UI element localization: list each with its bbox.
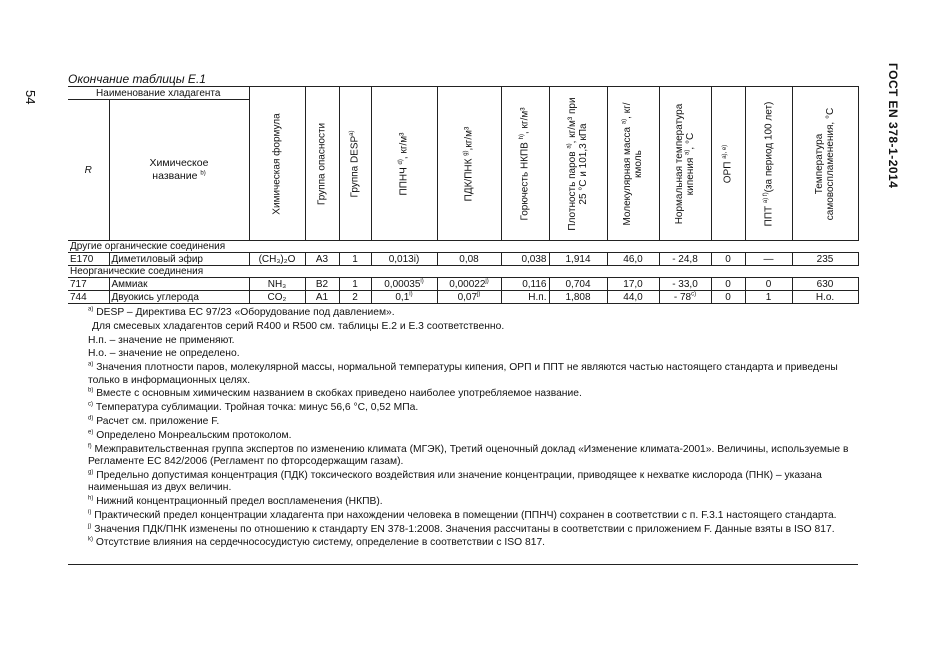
header-gwp-sup: a) f) [762, 191, 769, 203]
header-safety-group-text: Группа опасности [316, 122, 328, 205]
note-sup: a) [88, 361, 94, 368]
header-row-top [68, 87, 858, 100]
cell-r: 717 [68, 278, 109, 291]
cell-desp: 1 [339, 253, 371, 266]
section-title: Другие органические соединения [68, 241, 858, 253]
header-desp-text: Группа DESP [349, 135, 361, 198]
header-chem-name-sup: b) [200, 170, 206, 177]
note-item [68, 470, 854, 495]
header-formula [249, 87, 305, 241]
cell-boil-sup: c) [691, 291, 697, 298]
header-ppnch-unit: , кг/м³ [398, 132, 410, 159]
header-vapor-sup: a) [566, 142, 573, 149]
cell-ppnch-value: 0,00035 [384, 278, 421, 290]
note-sup: j) [88, 523, 92, 530]
note-sup: d) [88, 415, 94, 422]
cell-boil [659, 291, 711, 304]
cell-odp: 0 [711, 291, 745, 304]
page-number: 54 [23, 90, 38, 105]
cell-safety: B2 [305, 278, 339, 291]
cell-boil-value: - 33,0 [672, 278, 698, 290]
header-autoignition [792, 87, 858, 241]
note-sup: c) [88, 401, 93, 408]
note-text: Вместе с основным химическим названием в скобках приведено наиболее употребляемое название. [96, 388, 582, 400]
cell-gwp: 1 [745, 291, 792, 304]
note-text: Практический предел концентрации хладагента при нахождении человека в помещении (ППНЧ) сохранен в соответствии с п. F.3.1 настоящего стандарта. [94, 509, 837, 521]
cell-desp: 1 [339, 278, 371, 291]
note-text: Определено Монреальским протоколом. [96, 429, 292, 441]
header-molar-unit: , кг/кмоль [622, 101, 644, 178]
header-vapor-unit: , кг/м³ при 25 °С и 101,3 кПа [567, 96, 589, 205]
header-pdk-unit: ,кг/м³ [463, 126, 475, 150]
note-text: Предельно допустимая концентрация (ПДК) токсического воздействия или значение концентрации, приводящее к нехватке кислорода (ПНК) – указана наименьшая из двух величин. [88, 469, 822, 494]
cell-ppnch-value: 0,013i) [388, 253, 420, 265]
header-vapor-density [549, 87, 607, 241]
cell-name: Диметиловый эфир [109, 253, 249, 266]
cell-gwp: 0 [745, 278, 792, 291]
note-text: Н.п. – значение не применяют. [88, 334, 235, 346]
table-caption: Окончание таблицы Е.1 [68, 72, 206, 86]
header-molar-mass [607, 87, 659, 241]
cell-odp: 0 [711, 253, 745, 266]
cell-vapor: 1,914 [549, 253, 607, 266]
cell-ppnch [371, 278, 437, 291]
note-item [68, 402, 854, 414]
note-text: Температура сублимации. Тройная точка: минус 56,6 °С, 0,52 МПа. [95, 402, 419, 414]
note-sup: g) [88, 469, 94, 476]
header-ppnch [371, 87, 437, 241]
note-text: Значения ПДК/ПНК изменены по отношению к стандарту EN 378-1:2008. Значения рассчитаны в соответствии с приложением F. Данные взяты в ISO 817. [94, 523, 835, 535]
note-item [68, 416, 854, 428]
header-desp-group [339, 87, 371, 241]
cell-pdk [437, 291, 501, 304]
cell-boil [659, 253, 711, 266]
note-sup: b) [88, 387, 94, 394]
note-item [68, 307, 854, 319]
cell-pdk-sup: j) [485, 278, 489, 285]
table-notes [68, 307, 854, 551]
cell-formula: NH₃ [249, 278, 305, 291]
header-pdk [437, 87, 501, 241]
document-code: ГОСТ EN 378-1-2014 [886, 63, 900, 189]
header-pdk-sup: g) [463, 149, 470, 156]
header-gwp-text: ППТ [763, 205, 774, 226]
note-text: Расчет см. приложение F. [96, 415, 220, 427]
header-flamm-unit: , кг/м³ [519, 106, 531, 134]
section-row-organic [68, 241, 858, 253]
cell-autoign: Н.о. [792, 291, 858, 304]
cell-pdk [437, 278, 501, 291]
header-chem-name [109, 100, 249, 241]
cell-molar: 17,0 [607, 278, 659, 291]
cell-ppnch [371, 253, 437, 266]
note-item [68, 444, 854, 469]
cell-molar: 46,0 [607, 253, 659, 266]
cell-molar: 44,0 [607, 291, 659, 304]
header-flamm-text: Горючесть НКПВ [519, 141, 531, 221]
note-text: Отсутствие влияния на сердечнососудистую систему, определение в соответствии с ISO 817. [95, 537, 546, 549]
note-item [68, 510, 854, 522]
cell-name: Аммиак [109, 278, 249, 291]
cell-vapor: 0,704 [549, 278, 607, 291]
header-boiling-unit: , °С [685, 132, 696, 150]
cell-boil-value: - 78 [673, 291, 692, 303]
note-item [68, 321, 854, 333]
note-sup: e) [88, 429, 94, 436]
cell-pdk [437, 253, 501, 266]
cell-boil [659, 278, 711, 291]
note-text: DESP – Директива ЕС 97/23 «Оборудование под давлением». [96, 307, 395, 318]
refrigerant-table [68, 86, 859, 304]
cell-desp: 2 [339, 291, 371, 304]
note-sup: h) [88, 495, 94, 502]
header-molar-sup: a) [621, 118, 628, 124]
cell-pdk-value: 0,00022 [449, 278, 486, 290]
header-autoignition-text: Температура самовоспламенения, °С [814, 107, 836, 220]
note-text: Н.о. – значение не определено. [88, 348, 240, 360]
note-item [68, 537, 854, 549]
header-safety-group [305, 87, 339, 241]
note-sup: f) [88, 443, 92, 450]
table-row [68, 291, 858, 304]
cell-r: 744 [68, 291, 109, 304]
table-row [68, 253, 858, 266]
header-boiling-sup: a) [684, 149, 691, 155]
note-item [68, 348, 854, 360]
cell-name: Двуокись углерода [109, 291, 249, 304]
cell-gwp: — [745, 253, 792, 266]
note-text: Нижний концентрационный предел воспламенения (НКПВ). [96, 495, 383, 507]
note-item [68, 430, 854, 442]
note-sup: i) [88, 509, 92, 516]
cell-ppnch-sup: i) [420, 278, 424, 285]
cell-ppnch [371, 291, 437, 304]
note-item [68, 362, 854, 387]
note-item [68, 335, 854, 347]
cell-flamm: 0,038 [501, 253, 549, 266]
note-item [68, 524, 854, 536]
section-row-inorganic [68, 266, 858, 278]
note-item [68, 388, 854, 400]
header-desp-sup: a) [349, 129, 356, 136]
cell-ppnch-sup: i) [409, 291, 413, 298]
header-formula-text: Химическая формула [271, 112, 283, 215]
cell-safety: A3 [305, 253, 339, 266]
cell-flamm: Н.п. [501, 291, 549, 304]
note-sup: a) [88, 306, 94, 313]
header-chem-name-text: Химическое название [149, 157, 209, 182]
cell-vapor: 1,808 [549, 291, 607, 304]
header-r: R [68, 100, 109, 241]
header-ppnch-text: ППНЧ [398, 166, 410, 195]
header-gwp-unit: (за период 100 лет) [763, 101, 774, 192]
cell-r: E170 [68, 253, 109, 266]
table-row [68, 278, 858, 291]
header-odp-text: ОРП [722, 161, 734, 183]
cell-boil-value: - 24,8 [672, 253, 698, 265]
cell-formula: (CH₃)₂O [249, 253, 305, 266]
header-boiling-point [659, 87, 711, 241]
cell-odp: 0 [711, 278, 745, 291]
header-odp-sup: a), e) [722, 144, 729, 159]
header-flamm-sup: h) [519, 133, 526, 139]
header-refrigerant-name: Наименование хладагента [68, 87, 249, 100]
section-title: Неорганические соединения [68, 266, 858, 278]
cell-pdk-value: 0,08 [459, 253, 479, 265]
cell-formula: CO₂ [249, 291, 305, 304]
cell-autoign: 235 [792, 253, 858, 266]
cell-flamm: 0,116 [501, 278, 549, 291]
header-ppnch-sup: d) [398, 158, 405, 164]
header-odp [711, 87, 745, 241]
note-text: Значения плотности паров, молекулярной массы, нормальной температуры кипения, ОРП и ППТ не являются частью настоящего стандарта и приведены только в информационных целях. [88, 362, 838, 386]
note-sup: k) [88, 536, 93, 543]
header-pdk-text: ПДК/ПНК [463, 158, 475, 201]
header-vapor-text: Плотность паров [567, 150, 578, 231]
note-text: Для смесевых хладагентов серий R400 и R500 см. таблицы Е.2 и Е.3 соответственно. [92, 320, 505, 332]
cell-safety: A1 [305, 291, 339, 304]
cell-pdk-sup: j) [477, 291, 481, 298]
header-boiling-text: Нормальная температура кипения [674, 103, 696, 224]
header-gwp [745, 87, 792, 241]
cell-ppnch-value: 0,1 [395, 291, 410, 303]
cell-pdk-value: 0,07 [457, 291, 478, 303]
header-molar-text: Молекулярная масса [622, 126, 633, 226]
cell-autoign: 630 [792, 278, 858, 291]
note-item [68, 496, 854, 508]
note-text: Межправительственная группа экспертов по изменению климата (МГЭК), Третий оценочный доклад «Изменение климата-2001». Величины, используемые в Регламенте ЕС 842/2006 (Регламент по фторсодержащим газам). [88, 443, 849, 467]
header-flammability [501, 87, 549, 241]
bottom-divider [68, 564, 858, 565]
